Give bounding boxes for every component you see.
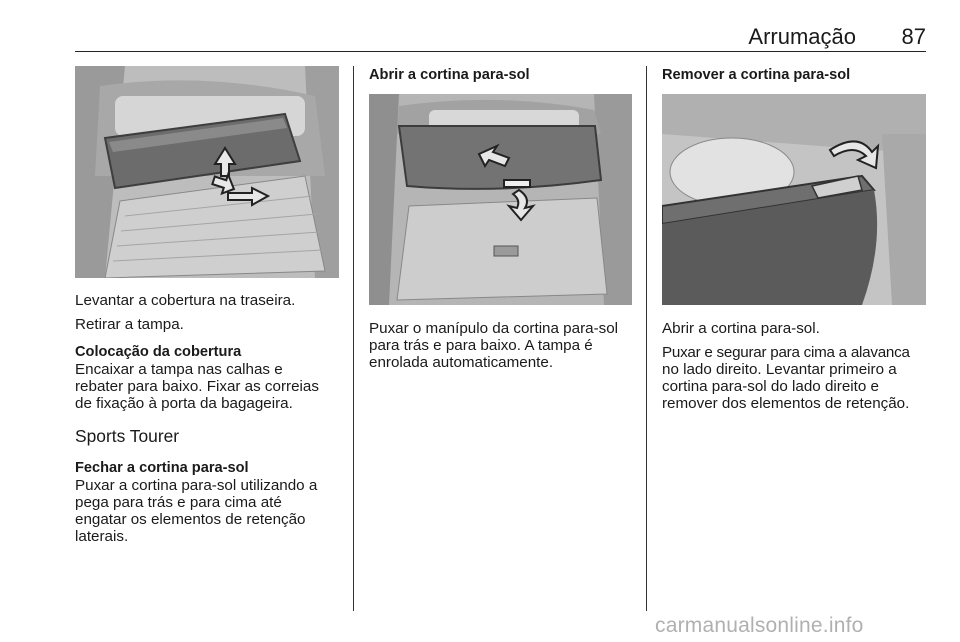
instruction-open-sunshade: Abrir a cortina para-sol. [662, 320, 820, 337]
instruction-remove-lid: Retirar a tampa. [75, 316, 184, 333]
column-1 [75, 292, 350, 545]
instruction-raise-cover: Levantar a cobertura na traseira. [75, 292, 296, 309]
heading-sports-tourer: Sports Tourer [75, 426, 180, 446]
column-3-heading [662, 67, 932, 84]
heading-remover: Remover a cortina para-sol [662, 67, 851, 83]
instruction-fit-line-1: Encaixar a tampa nas calhas e [75, 361, 283, 378]
instruction-lever-line-4: remover dos elementos de retenção. [662, 395, 910, 412]
instruction-fit-line-2: rebater para baixo. Fixar as correias [75, 378, 319, 395]
instruction-fit-line-3: de fixação à porta da bagageira. [75, 395, 293, 412]
instruction-lever-line-2: no lado direito. Levantar primeiro a [662, 361, 897, 378]
watermark-text: carmanualsonline.info [655, 614, 864, 637]
cargo-cover-figure [75, 66, 339, 278]
page-header [75, 24, 926, 52]
instruction-close-line-1: Puxar a cortina para-sol utilizando a [75, 477, 318, 494]
heading-abrir: Abrir a cortina para-sol [369, 67, 530, 83]
instruction-lever-line-1: Puxar e segurar para cima a alavanca [662, 344, 910, 361]
sunshade-open-figure [369, 94, 632, 305]
column-2-heading [369, 67, 641, 84]
column-divider-1 [353, 66, 354, 611]
sunshade-remove-figure [662, 94, 926, 305]
instruction-close-line-3: engatar os elementos de retenção [75, 511, 306, 528]
column-divider-2 [646, 66, 647, 611]
page-title: Arrumação [748, 24, 856, 49]
column-2-text [369, 320, 641, 371]
instruction-close-line-2: pega para trás e para cima até [75, 494, 282, 511]
heading-fechar: Fechar a cortina para-sol [75, 460, 249, 476]
instruction-lever-line-3: cortina para-sol do lado direito e [662, 378, 879, 395]
column-3-text [662, 320, 934, 412]
instruction-pull-line-3: enrolada automaticamente. [369, 354, 554, 371]
instruction-pull-line-1: Puxar o manípulo da cortina para-sol [369, 320, 619, 337]
instruction-pull-line-2: para trás e para baixo. A tampa é [369, 337, 593, 354]
page-number: 87 [901, 24, 926, 49]
heading-colocacao: Colocação da cobertura [75, 344, 242, 360]
instruction-close-line-4: laterais. [75, 528, 129, 545]
